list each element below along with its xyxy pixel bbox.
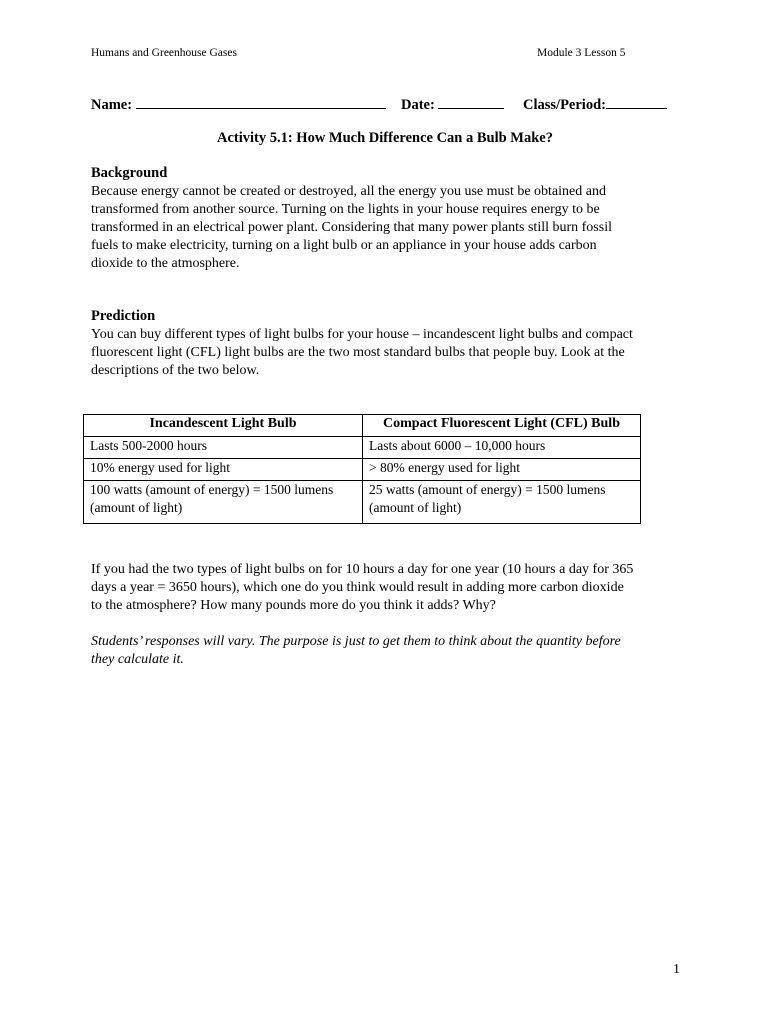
- answer-paragraph: [91, 633, 691, 669]
- table-row: [84, 481, 641, 524]
- name-field[interactable]: [91, 94, 386, 114]
- background-line: dioxide to the atmosphere.: [91, 256, 240, 271]
- student-info-line: [91, 94, 691, 114]
- table-cell: > 80% energy used for light: [363, 459, 641, 481]
- table-header-row: [84, 415, 641, 437]
- table-header-cfl: Compact Fluorescent Light (CFL) Bulb: [363, 415, 641, 437]
- name-blank[interactable]: [136, 94, 386, 109]
- prediction-heading: Prediction: [91, 308, 156, 324]
- bulb-comparison-table: [83, 414, 641, 524]
- date-blank[interactable]: [438, 94, 504, 109]
- background-line: Because energy cannot be created or destroyed, all the energy you use must be obtained and: [91, 184, 606, 199]
- table-header-incandescent: Incandescent Light Bulb: [84, 415, 363, 437]
- background-paragraph: [91, 183, 691, 273]
- table-row: [84, 459, 641, 481]
- background-line: transformed in an electrical power plant. Considering that many power plants still burn fossil: [91, 220, 612, 235]
- table-cell: 25 watts (amount of energy) = 1500 lumens (amount of light): [363, 481, 641, 524]
- question-line: days a year = 3650 hours), which one do you think would result in adding more carbon dioxide: [91, 580, 624, 595]
- class-period-blank[interactable]: [606, 94, 667, 109]
- activity-title: Activity 5.1: How Much Difference Can a Bulb Make?: [216, 130, 553, 146]
- answer-line: they calculate it.: [91, 652, 184, 667]
- table-row: [84, 437, 641, 459]
- running-header-title: Humans and Greenhouse Gases: [91, 47, 237, 59]
- class-period-field[interactable]: [523, 94, 667, 114]
- date-label: Date:: [401, 97, 435, 113]
- table-cell: 10% energy used for light: [84, 459, 363, 481]
- prediction-line: You can buy different types of light bulbs for your house – incandescent light bulbs and compact: [91, 327, 633, 342]
- class-period-label: Class/Period:: [523, 97, 606, 113]
- date-field[interactable]: [401, 94, 504, 114]
- name-label: Name:: [91, 97, 133, 113]
- table-cell: Lasts 500-2000 hours: [84, 437, 363, 459]
- background-heading: Background: [91, 165, 168, 181]
- question-line: If you had the two types of light bulbs on for 10 hours a day for one year (10 hours a day for 365: [91, 562, 634, 577]
- page-number: 1: [673, 962, 680, 977]
- table-cell: 100 watts (amount of energy) = 1500 lumens (amount of light): [84, 481, 363, 524]
- table-cell: Lasts about 6000 – 10,000 hours: [363, 437, 641, 459]
- running-header-module: Module 3 Lesson 5: [537, 47, 626, 59]
- question-line: to the atmosphere? How many pounds more do you think it adds? Why?: [91, 598, 496, 613]
- question-paragraph: [91, 561, 691, 615]
- answer-line: Students’ responses will vary. The purpose is just to get them to think about the quantity before: [91, 634, 621, 649]
- background-line: transformed from another source. Turning on the lights in your house requires energy to be: [91, 202, 600, 217]
- prediction-line: fluorescent light (CFL) light bulbs are the two most standard bulbs that people buy. Look at the: [91, 345, 625, 360]
- prediction-line: descriptions of the two below.: [91, 363, 260, 378]
- prediction-paragraph: [91, 326, 691, 380]
- background-line: fuels to make electricity, turning on a light bulb or an appliance in your house adds carbon: [91, 238, 597, 253]
